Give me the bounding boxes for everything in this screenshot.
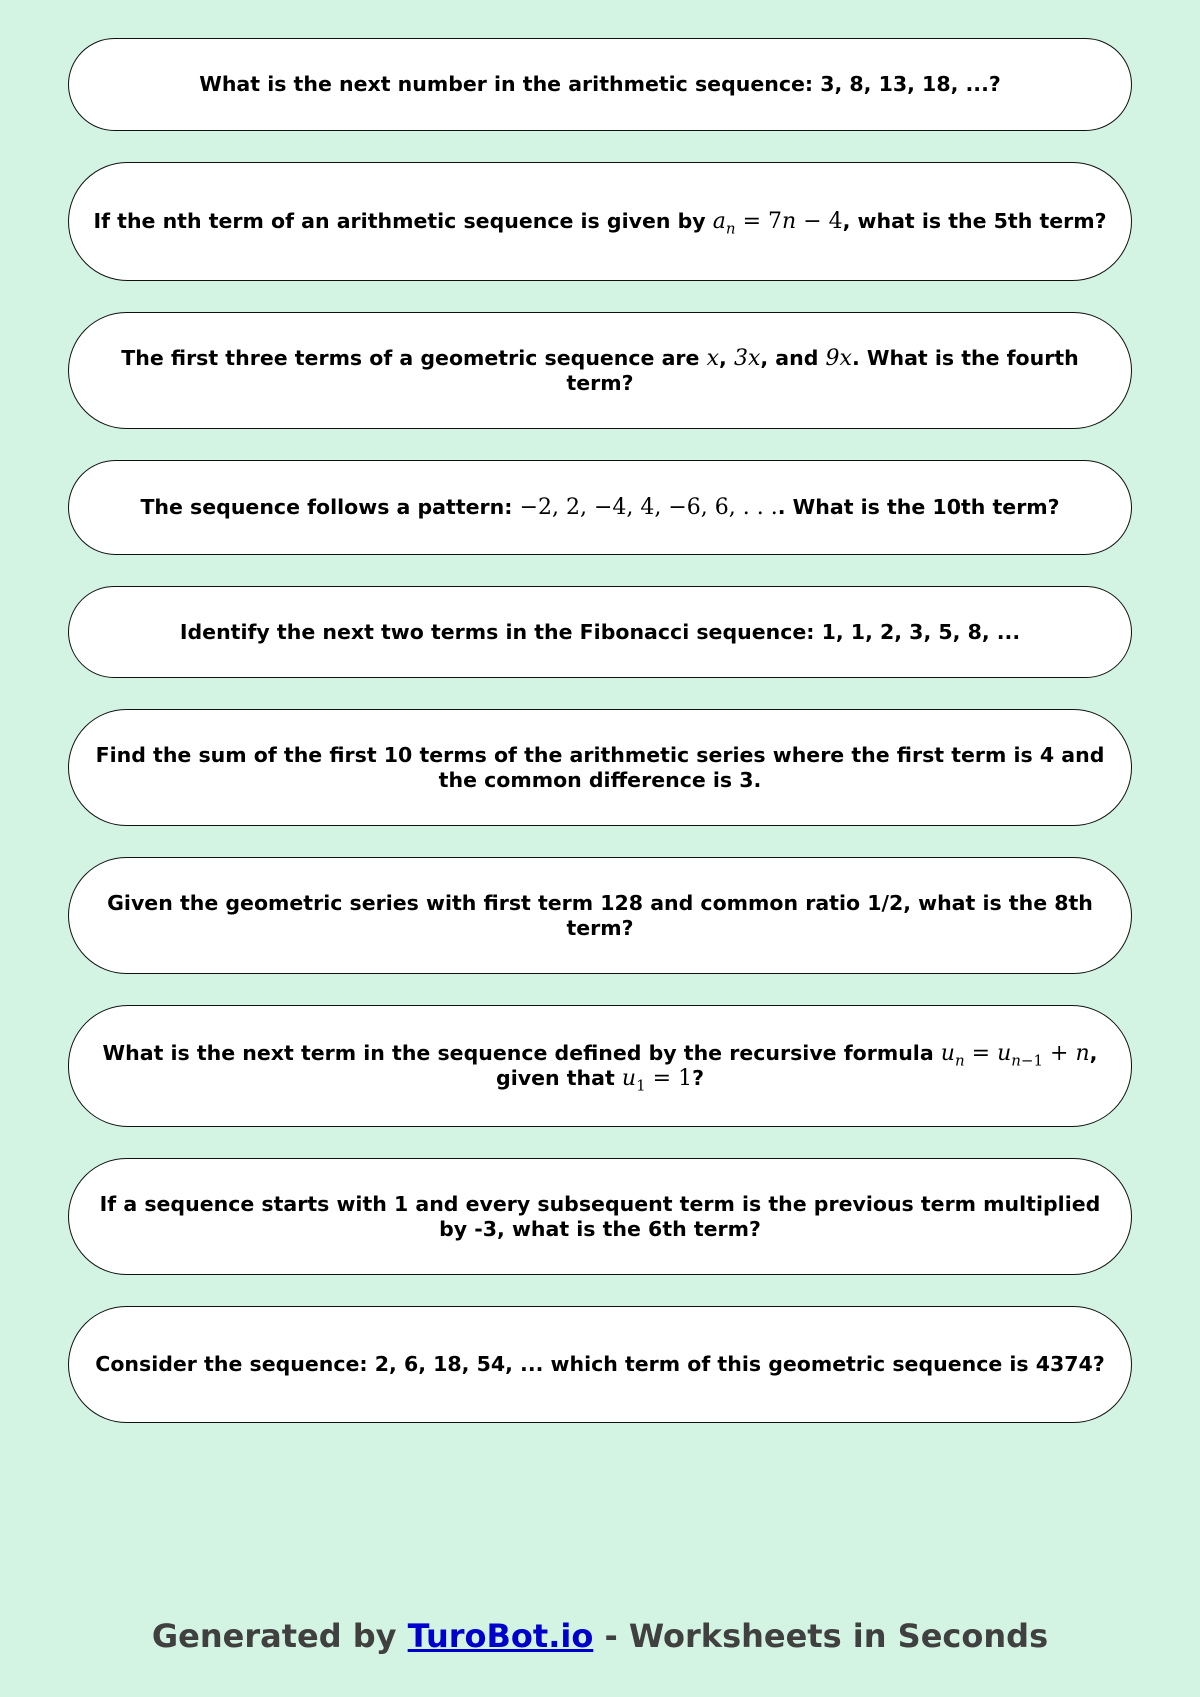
question-card-9 — [68, 1158, 1132, 1275]
question-4-sequence: −2, 2, −4, 4, −6, 6, . . . — [519, 495, 778, 520]
question-3-sep-2: , and — [760, 345, 826, 370]
question-card-7 — [68, 857, 1132, 974]
question-text-6: Find the sum of the first 10 terms of the arithmetic series where the first term is 4 and the common difference is 3. — [95, 742, 1105, 792]
question-card-10 — [68, 1306, 1132, 1423]
question-card-5 — [68, 586, 1132, 678]
question-3-term-1: x — [706, 345, 720, 371]
footer — [0, 1616, 1200, 1656]
question-text-7: Given the geometric series with first term 128 and common ratio 1/2, what is the 8th term? — [107, 890, 1093, 940]
question-2-formula: $a_n = 7n - 4$ — [712, 209, 843, 238]
turobot-link[interactable]: TuroBot.io — [407, 1617, 594, 1655]
question-8-recursive-formula: $u_n = u_{n-1} + n$ — [940, 1041, 1090, 1070]
question-2-suffix: , what is the 5th term? — [842, 209, 1107, 233]
question-3-sep-1: , — [719, 345, 734, 370]
question-8-mid: , given that — [496, 1041, 1098, 1090]
question-text-8 — [85, 1041, 1115, 1095]
question-text-5: Identify the next two terms in the Fibonacci sequence: 1, 1, 2, 3, 5, 8, ... — [179, 619, 1021, 644]
question-3-prefix: The first three terms of a geometric sequence are — [121, 345, 707, 370]
question-text-9: If a sequence starts with 1 and every subsequent term is the previous term multiplied by -3, what is the 6th term? — [99, 1191, 1101, 1241]
question-8-suffix: ? — [692, 1066, 704, 1090]
footer-prefix: Generated by — [151, 1617, 408, 1655]
question-text-2 — [93, 209, 1107, 238]
question-text-1: What is the next number in the arithmetic sequence: 3, 8, 13, 18, ...? — [199, 72, 1001, 96]
question-4-prefix: The sequence follows a pattern: — [140, 495, 520, 519]
question-card-8 — [68, 1005, 1132, 1127]
footer-suffix: - Worksheets in Seconds — [593, 1617, 1049, 1655]
question-text-10: Consider the sequence: 2, 6, 18, 54, ... which term of this geometric sequence is 4374? — [95, 1352, 1105, 1376]
question-3-suffix: . What is the fourth term? — [566, 345, 1079, 395]
question-8-initial-value: $u_1 = 1$ — [621, 1066, 693, 1095]
question-card-6 — [68, 709, 1132, 826]
question-text-4 — [140, 495, 1059, 520]
question-card-4 — [68, 460, 1132, 555]
question-3-term-3: 9x — [825, 345, 852, 371]
question-4-suffix: . What is the 10th term? — [777, 495, 1060, 519]
question-text-3 — [85, 346, 1115, 396]
question-card-3 — [68, 312, 1132, 429]
question-8-prefix: What is the next term in the sequence defined by the recursive formula — [102, 1041, 941, 1065]
question-2-prefix: If the nth term of an arithmetic sequence is given by — [93, 209, 713, 233]
question-3-term-2: 3x — [733, 345, 761, 371]
question-card-1 — [68, 38, 1132, 131]
question-card-2 — [68, 162, 1132, 281]
